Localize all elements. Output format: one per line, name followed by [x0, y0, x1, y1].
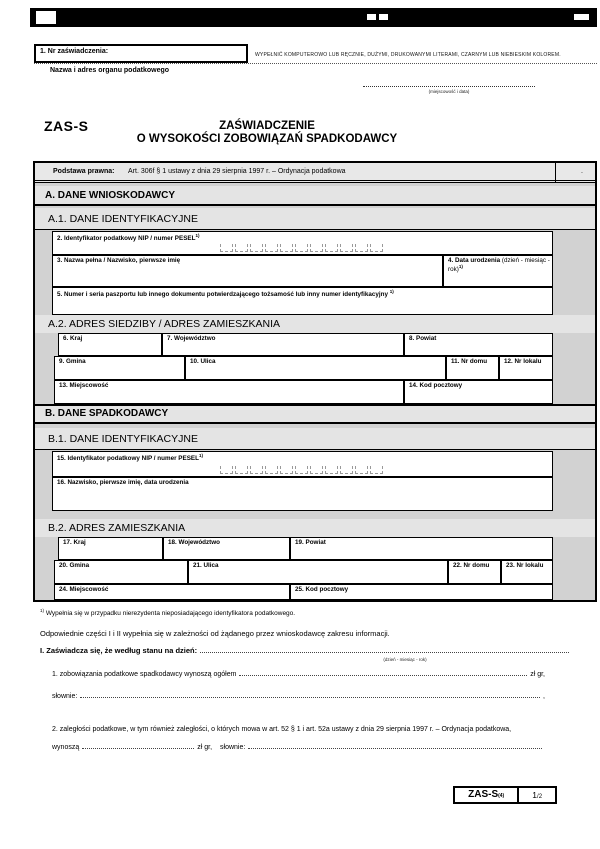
- currency-label: zł gr,: [197, 744, 213, 751]
- amount-writein-line[interactable]: [82, 748, 194, 749]
- digit-cell[interactable]: [370, 244, 383, 252]
- field-19-county[interactable]: [290, 537, 553, 560]
- footnote-mark: 1): [389, 289, 394, 294]
- field-label: 11. Nr domu: [451, 358, 488, 365]
- digit-cell[interactable]: [355, 244, 368, 252]
- registration-bar: [30, 8, 597, 27]
- field-label: 17. Kraj: [63, 539, 86, 546]
- field-label: 3. Nazwa pełna / Nazwisko, pierwsze imię: [57, 257, 181, 264]
- field-14-postal-code[interactable]: [404, 380, 553, 404]
- field-label: 12. Nr lokalu: [504, 358, 542, 365]
- date-format-caption: (dzień - miesiąc - rok): [383, 657, 427, 662]
- digit-cell[interactable]: [250, 244, 263, 252]
- footer-form-version: (4): [498, 793, 505, 799]
- digit-cell[interactable]: [370, 466, 383, 474]
- section-a2-header: [35, 315, 595, 333]
- section-b-title: B. DANE SPADKODAWCY: [45, 408, 169, 419]
- section-a2-title: A.2. ADRES SIEDZIBY / ADRES ZAMIESZKANIA: [48, 318, 281, 330]
- nip-pesel-digit-boxes[interactable]: [220, 244, 383, 252]
- form-code: ZAS-S: [44, 118, 89, 134]
- trailing-comma: ,: [543, 693, 545, 700]
- registration-mark: [367, 14, 376, 20]
- digit-cell[interactable]: [340, 466, 353, 474]
- footer-page-total: /2: [537, 794, 543, 800]
- field-16-surname-name-birthdate[interactable]: [52, 477, 553, 511]
- digit-cell[interactable]: [295, 244, 308, 252]
- field-label: 8. Powiat: [409, 335, 437, 342]
- field-17-country[interactable]: [58, 537, 163, 560]
- footer-page-number: 1: [532, 790, 538, 800]
- digit-cell[interactable]: [280, 244, 293, 252]
- field-4-birth-date[interactable]: [443, 255, 553, 287]
- digit-cell[interactable]: [265, 466, 278, 474]
- words-writein-line[interactable]: [80, 697, 540, 698]
- footer-form-code-box: [453, 786, 557, 804]
- section-b2-header: [35, 519, 595, 537]
- digit-cell[interactable]: [280, 466, 293, 474]
- field-22-house-number[interactable]: [448, 560, 501, 584]
- date-writein-line[interactable]: [200, 652, 569, 653]
- field-label: 7. Województwo: [167, 335, 216, 342]
- section-a-header: [35, 186, 595, 206]
- field-12-apartment-number[interactable]: [499, 356, 553, 380]
- digit-cell[interactable]: [325, 244, 338, 252]
- field-label: 15. Identyfikator podatkowy NIP / numer PESEL: [57, 455, 199, 463]
- place-date-caption: (miejscowość i data): [428, 89, 470, 94]
- authority-label: Nazwa i adres organu podatkowego: [50, 67, 170, 74]
- footnote-mark: 1): [458, 263, 463, 269]
- field-18-voivodeship[interactable]: [163, 537, 290, 560]
- digit-cell[interactable]: [325, 466, 338, 474]
- statement-item1-row: [52, 671, 545, 678]
- field-label: 22. Nr domu: [453, 562, 490, 569]
- field-10-street[interactable]: [185, 356, 446, 380]
- words-writein-line[interactable]: [248, 748, 542, 749]
- footnote-mark: 1): [198, 453, 203, 458]
- field-24-locality[interactable]: [54, 584, 290, 600]
- field-8-county[interactable]: [404, 333, 553, 356]
- section-b2-title: B.2. ADRES ZAMIESZKANIA: [48, 522, 186, 534]
- section-a-title: A. DANE WNIOSKODAWCY: [45, 190, 175, 201]
- section-b1-header: [35, 428, 595, 450]
- statement-item2-amount-row: [52, 744, 545, 751]
- currency-label: zł gr,: [530, 671, 545, 678]
- digit-cell[interactable]: [310, 244, 323, 252]
- amount-writein-line[interactable]: [239, 675, 527, 676]
- digit-cell[interactable]: [295, 466, 308, 474]
- field-label: 4. Data urodzenia: [448, 257, 501, 264]
- field-label: 5. Numer i seria paszportu lub innego dokumentu potwierdzającego tożsamość lub inny numer identyfikacyjny: [57, 291, 388, 299]
- divider-line: [34, 63, 597, 64]
- field-label: 24. Miejscowość: [59, 586, 109, 593]
- field-label: 9. Gmina: [59, 358, 86, 365]
- legal-basis-label: Podstawa prawna:: [53, 168, 115, 175]
- field-label: 20. Gmina: [59, 562, 90, 569]
- statement-item2-text: 2. zaległości podatkowe, w tym również zaległości, o których mowa w art. 52 § 1 i art. 52a ustawy z dnia 29 sierpnia 1997 r. – Ordynacja podatkowa,: [52, 726, 512, 733]
- section-a1-header: [35, 208, 595, 230]
- field-9-commune[interactable]: [54, 356, 185, 380]
- divider-line: [555, 163, 556, 183]
- statement-item1-words-row: [52, 693, 545, 700]
- field-3-full-name[interactable]: [52, 255, 443, 287]
- field-23-apartment-number[interactable]: [501, 560, 553, 584]
- item1-text: 1. zobowiązania podatkowe spadkodawcy wynoszą ogółem: [52, 671, 237, 678]
- field-25-postal-code[interactable]: [290, 584, 553, 600]
- field-label: 25. Kod pocztowy: [295, 586, 349, 593]
- statement-intro-row: [40, 646, 572, 655]
- nip-pesel-digit-boxes[interactable]: [220, 466, 383, 474]
- field-label: 16. Nazwisko, pierwsze imię, data urodzenia: [57, 479, 189, 486]
- footnote-1-text: Wypełnia się w przypadku nierezydenta nieposiadającego identyfikatora podatkowego.: [45, 610, 296, 618]
- registration-mark: [36, 11, 56, 24]
- field-label: 6. Kraj: [63, 335, 83, 342]
- field-21-street[interactable]: [188, 560, 448, 584]
- amount-to-label: wynoszą: [52, 744, 80, 751]
- form-title-line2: O WYSOKOŚCI ZOBOWIĄZAŃ SPADKODAWCY: [136, 133, 398, 145]
- field-5-passport-number[interactable]: [52, 287, 553, 315]
- in-words-label: słownie:: [52, 693, 78, 700]
- digit-cell[interactable]: [250, 466, 263, 474]
- fill-instruction-text: WYPEŁNIĆ KOMPUTEROWO LUB RĘCZNIE, DUŻYMI, DRUKOWANYMI LITERAMI, CZARNYM LUB NIEBIESKIM KOLOREM.: [255, 52, 561, 58]
- field-label: 18. Województwo: [168, 539, 221, 546]
- digit-cell[interactable]: [265, 244, 278, 252]
- section-b-header: [35, 404, 595, 424]
- field-13-locality[interactable]: [54, 380, 404, 404]
- form-title-line1: ZAŚWIADCZENIE: [219, 120, 315, 132]
- footnote-mark: 1): [40, 608, 45, 613]
- field-1-certificate-number[interactable]: [34, 44, 248, 63]
- footer-form-code: ZAS-S: [468, 789, 499, 800]
- registration-mark: [574, 14, 589, 20]
- digit-cell[interactable]: [310, 466, 323, 474]
- field-6-country[interactable]: [58, 333, 162, 356]
- field-label: 2. Identyfikator podatkowy NIP / numer PESEL: [57, 235, 196, 243]
- field-label: 23. Nr lokalu: [506, 562, 544, 569]
- parts-note: Odpowiednie części I i II wypełnia się w zależności od żądanego przez wnioskodawcę zakresu informacji.: [40, 629, 390, 638]
- field-7-voivodeship[interactable]: [162, 333, 404, 356]
- field-11-house-number[interactable]: [446, 356, 499, 380]
- legal-basis-text: Art. 306f § 1 ustawy z dnia 29 sierpnia 1997 r. – Ordynacja podatkowa: [128, 168, 346, 175]
- field-hint: (dzień - miesiąc - rok): [448, 257, 550, 274]
- legal-basis-row: [35, 163, 595, 183]
- footnote-mark: 1): [195, 233, 200, 238]
- field-label: 14. Kod pocztowy: [409, 382, 463, 389]
- field-2-nip-pesel[interactable]: [52, 231, 553, 255]
- statement-intro: I. Zaświadcza się, że według stanu na dzień:: [40, 646, 198, 655]
- place-date-writein-line[interactable]: [363, 86, 535, 87]
- digit-cell[interactable]: [235, 466, 248, 474]
- form-frame: [33, 161, 597, 602]
- digit-cell[interactable]: [220, 244, 233, 252]
- field-label: 21. Ulica: [193, 562, 219, 569]
- field-label: 10. Ulica: [190, 358, 216, 365]
- field-15-nip-pesel[interactable]: [52, 451, 553, 477]
- footnote-1: [40, 608, 295, 617]
- field-20-commune[interactable]: [54, 560, 188, 584]
- field-label: 19. Powiat: [295, 539, 326, 546]
- registration-mark: [379, 14, 388, 20]
- legal-basis-dot: .: [581, 168, 583, 175]
- digit-cell[interactable]: [355, 466, 368, 474]
- field-label: 13. Miejscowość: [59, 382, 109, 389]
- section-a1-title: A.1. DANE IDENTYFIKACYJNE: [48, 213, 198, 225]
- digit-cell[interactable]: [340, 244, 353, 252]
- field-label: 1. Nr zaświadczenia:: [40, 48, 109, 55]
- section-b1-title: B.1. DANE IDENTYFIKACYJNE: [48, 433, 198, 445]
- digit-cell[interactable]: [235, 244, 248, 252]
- in-words-label: słownie:: [220, 744, 246, 751]
- digit-cell[interactable]: [220, 466, 233, 474]
